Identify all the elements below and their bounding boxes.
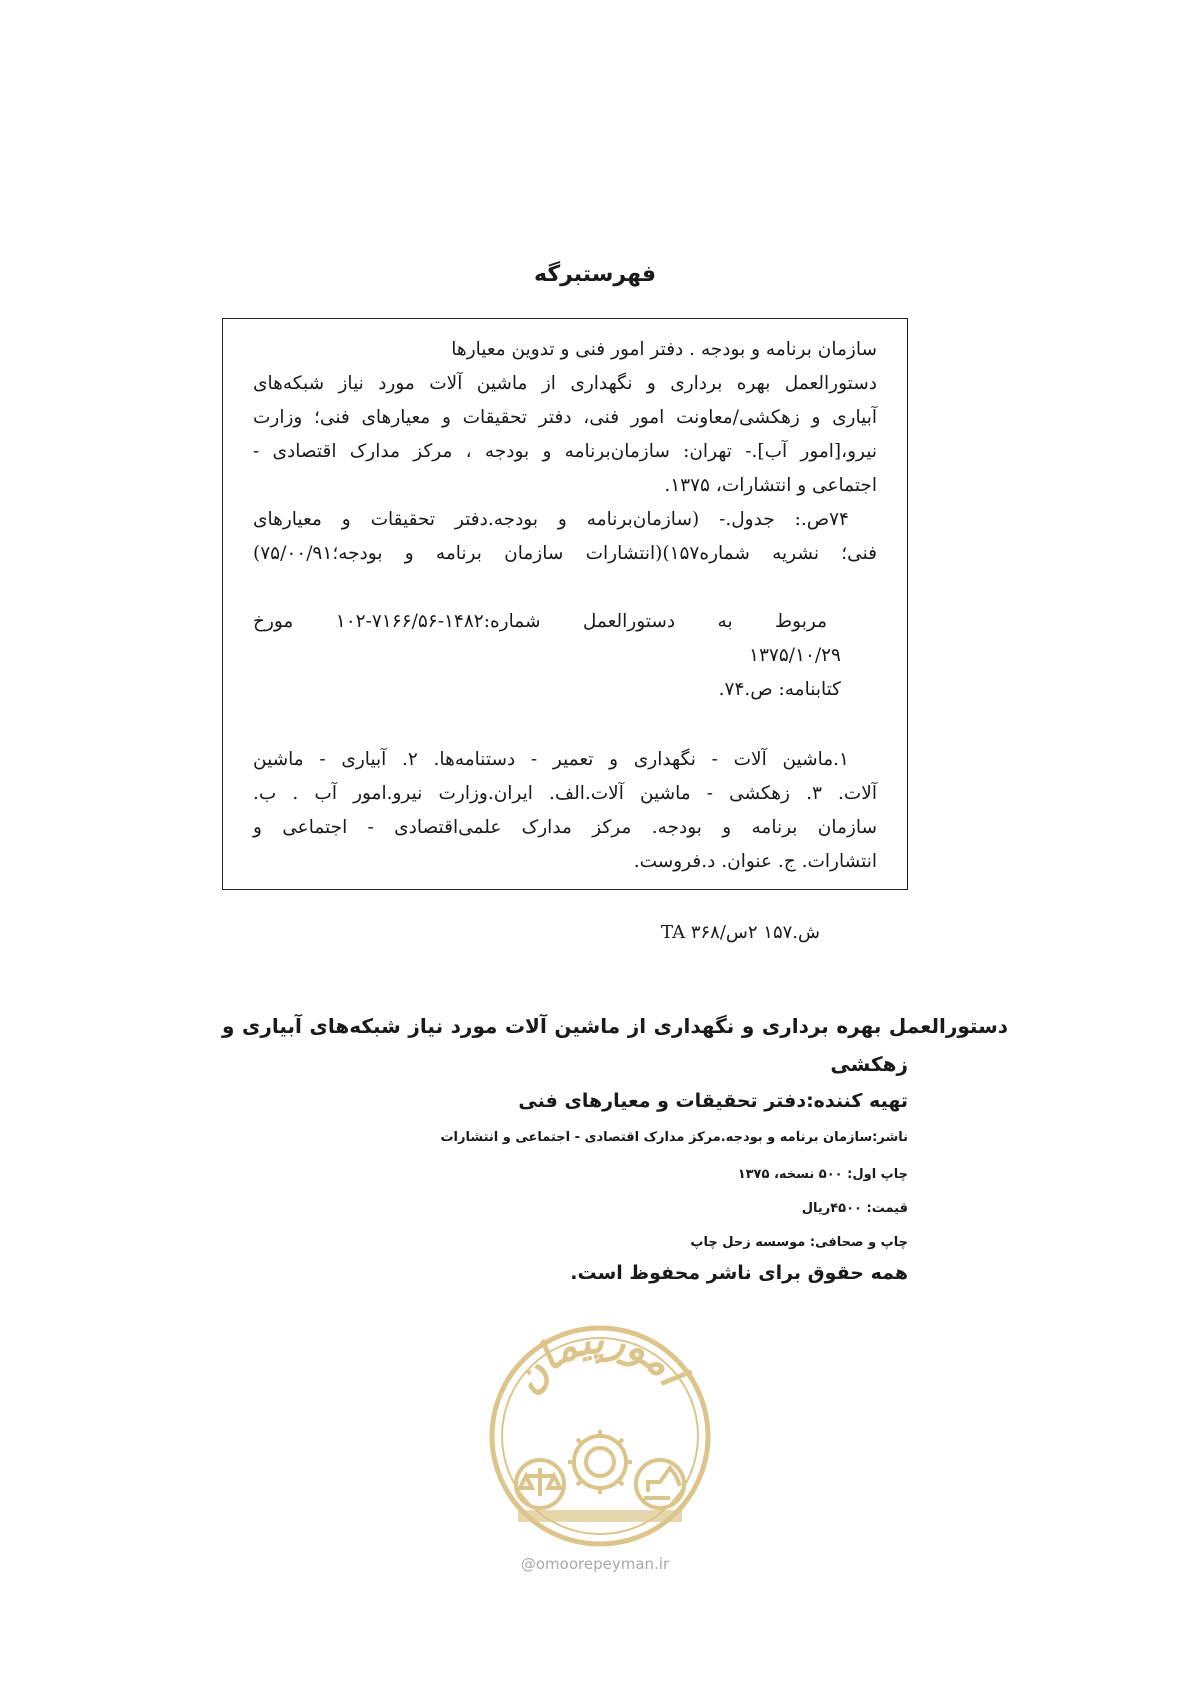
catalog-line-related: مربوط به دستورالعمل شماره:۱۴۸۲-۷۱۶۶/۵۶-۱۰۲ مورخ [253,611,827,632]
book-title-continued: زهکشی [830,1052,908,1076]
catalog-line-responsibility: آبیاری و زهکشی/معاونت امور فنی، دفتر تحقیقات و معیارهای فنی؛ وزارت [253,407,877,428]
rights-notice: همه حقوق برای ناشر محفوظ است. [570,1262,908,1284]
omoorepeyman-logo [488,1312,712,1562]
catalog-line-subjects-4: انتشارات. ج. عنوان. د.فروست. [633,851,877,872]
website-url: @omoorepeyman.ir [520,1555,670,1573]
catalog-heading: فهرستبرگه [533,262,657,287]
catalog-line-title: دستورالعمل بهره برداری و نگهداری از ماشین آلات مورد نیاز شبکه‌های [253,373,877,394]
catalog-line-bibliography: کتابنامه: ص.۷۴. [718,679,841,700]
printing-house: چاپ و صحافی: موسسه زحل چاپ [690,1235,908,1250]
scales-icon [516,1460,564,1508]
catalog-line-author: سازمان برنامه و بودجه . دفتر امور فنی و تدوین معیارها [451,339,877,360]
logo-wordmark: امورپیمان [502,1315,696,1402]
catalog-line-collation: ۷۴ص.: جدول.- (سازمان‌برنامه و بودجه.دفتر تحقیقات و معیارهای [253,509,849,530]
catalog-line-subjects: ۱.ماشین آلات - نگهداری و تعمیر - دستنامه‌ها. ۲. آبیاری - ماشین [253,749,849,770]
price: قیمت: ۴۵۰۰ریال [801,1201,908,1216]
publisher: ناشر:سازمان برنامه و بودجه.مرکز مدارک اقتصادی - اجتماعی و انتشارات [440,1130,908,1145]
catalog-line-date: ۱۳۷۵/۱۰/۲۹ [749,645,841,666]
book-title: دستورالعمل بهره برداری و نگهداری از ماشین آلات مورد نیاز شبکه‌های آبیاری و [222,1014,1008,1038]
catalog-card [222,318,908,890]
gear-icon [568,1430,632,1494]
prepared-by: تهیه کننده:دفتر تحقیقات و معیارهای فنی [518,1090,908,1112]
catalog-line-imprint-end: اجتماعی و انتشارات، ۱۳۷۵. [664,475,877,496]
catalog-line-series: فنی؛ نشریه شماره۱۵۷)(انتشارات سازمان برنامه و بودجه؛۷۵/۰۰/۹۱) [253,543,877,564]
first-print: چاپ اول: ۵۰۰ نسخه، ۱۳۷۵ [737,1167,908,1182]
catalog-line-imprint: نیرو،[امور آب].- تهران: سازمان‌برنامه و بودجه ، مرکز مدارک اقتصادی - [253,441,877,462]
catalog-line-subjects-2: آلات. ۳. زهکشی - ماشین آلات.الف. ایران.وزارت نیرو.امور آب . ب. [253,783,877,804]
classification-number: ش.۱۵۷ ۲س/۳۶۸ TA [661,922,820,943]
catalog-line-subjects-3: سازمان برنامه و بودجه. مرکز مدارک علمی‌اقتصادی - اجتماعی و [253,817,877,838]
excavator-icon [636,1460,684,1508]
